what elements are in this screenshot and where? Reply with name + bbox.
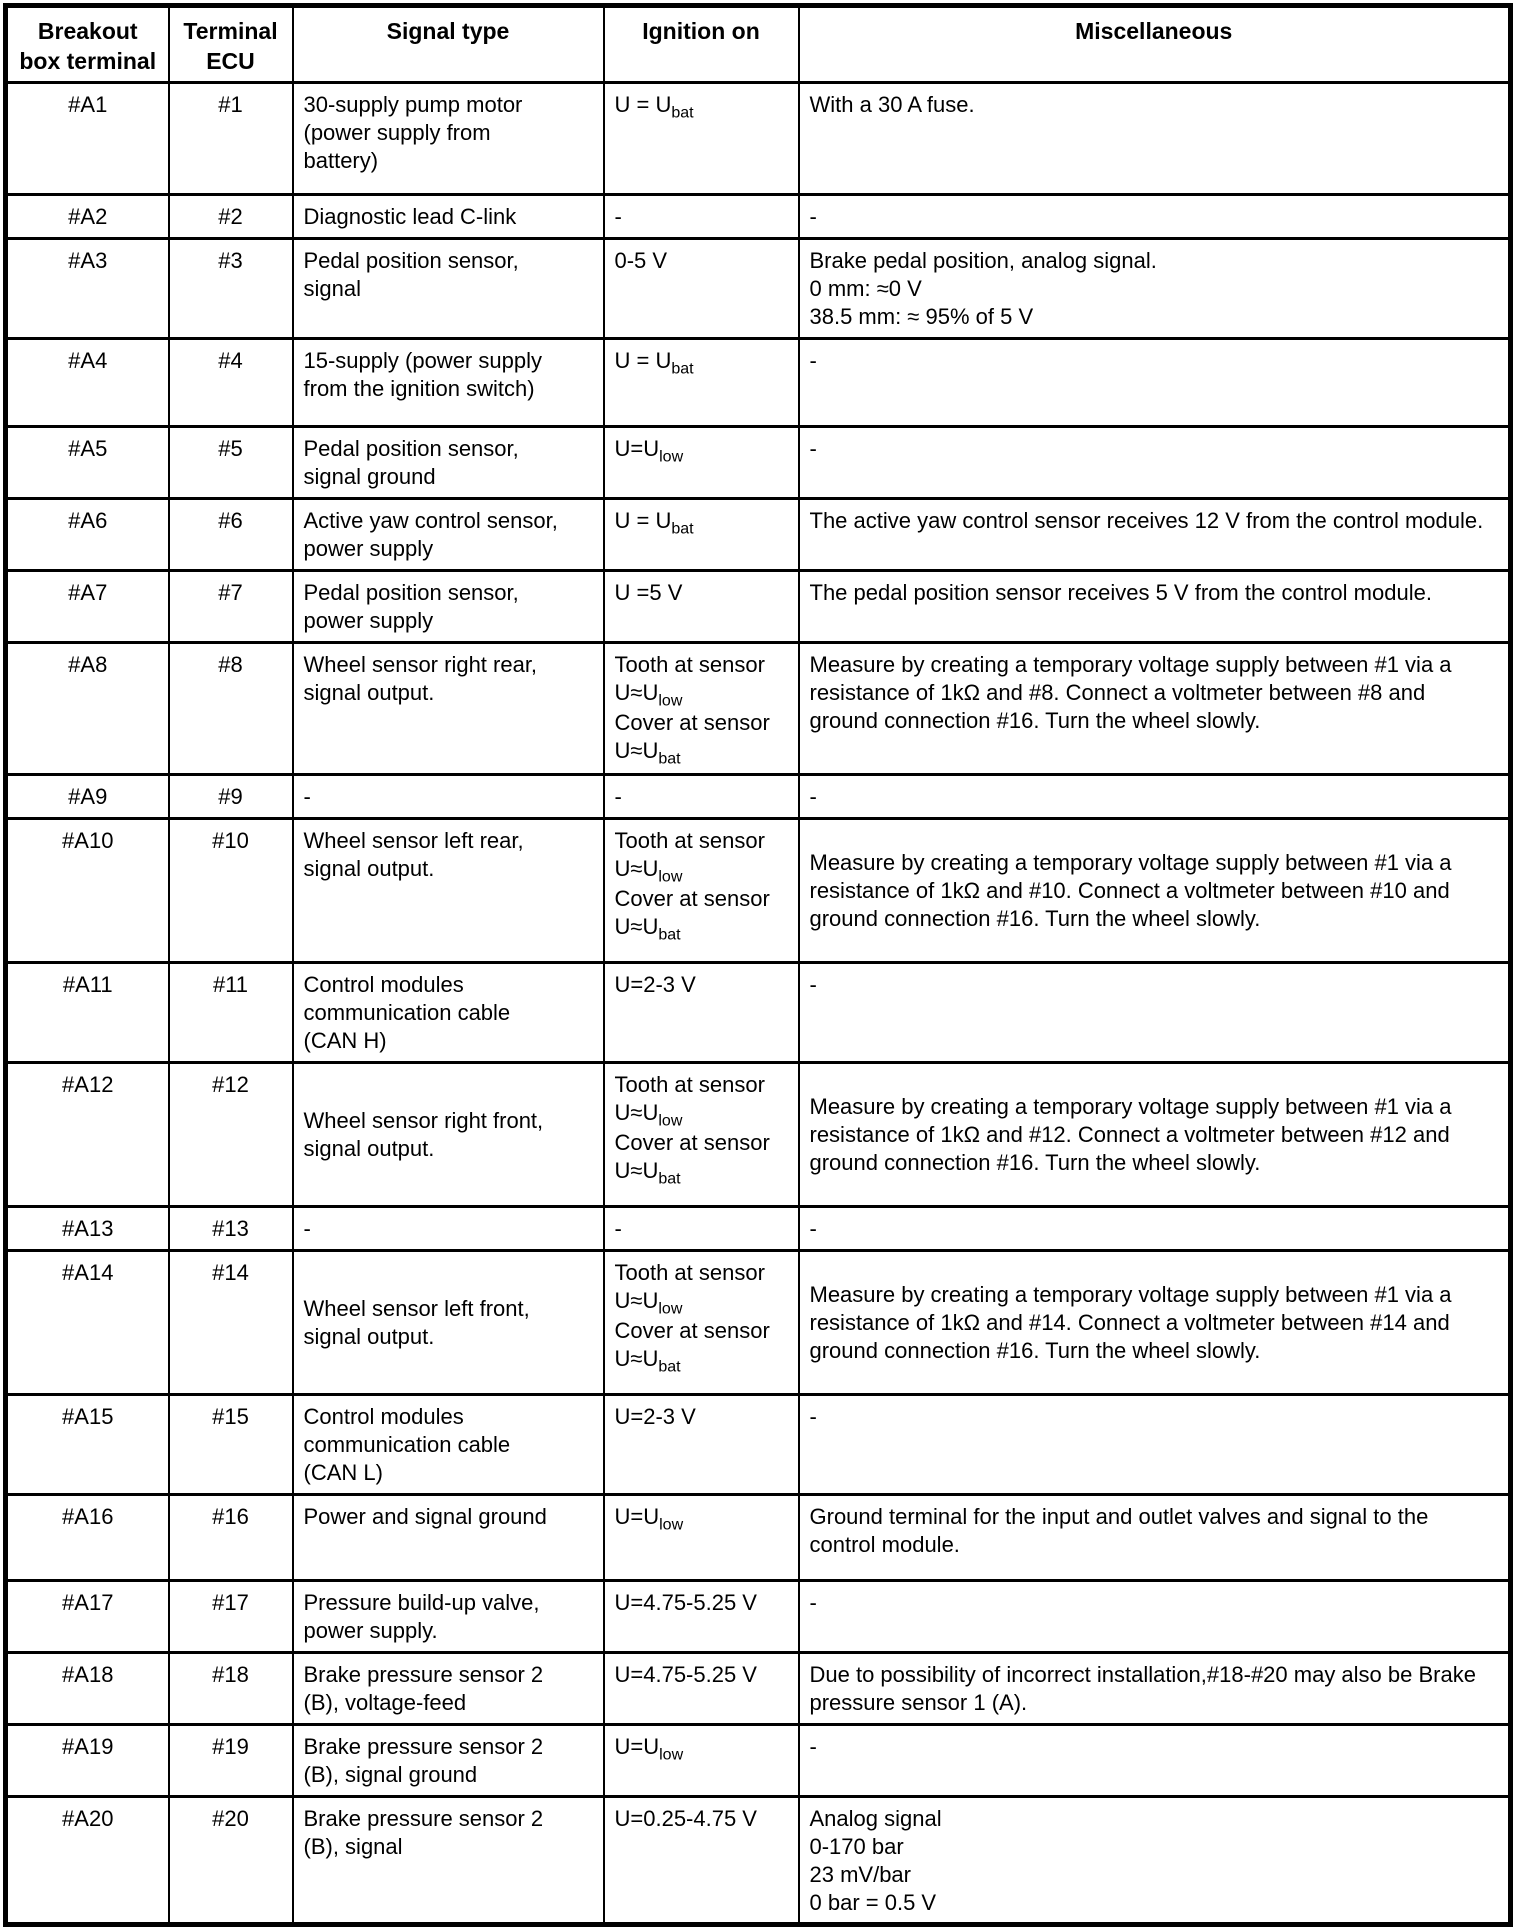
table-row-a4 xyxy=(6,339,1511,427)
cell-terminal-ecu: #15 xyxy=(169,1394,293,1494)
cell-signal-type: Pressure build-up valve, power supply. xyxy=(293,1580,604,1652)
cell-breakout-terminal: #A11 xyxy=(6,962,169,1062)
cell-signal-type: Power and signal ground xyxy=(293,1494,604,1580)
table-row-a20 xyxy=(6,1796,1511,1924)
cell-ignition-on: $U = U_{bat}$ xyxy=(604,499,799,571)
cell-signal-type: Control modules communication cable (CAN H) xyxy=(293,962,604,1062)
cell-signal-type: Wheel sensor left front, signal output. xyxy=(293,1250,604,1394)
cell-ignition-on: - xyxy=(604,1206,799,1250)
cell-signal-type: Pedal position sensor, signal xyxy=(293,239,604,339)
cell-breakout-terminal: #A1 xyxy=(6,83,169,195)
cell-signal-type: 30-supply pump motor (power supply from battery) xyxy=(293,83,604,195)
cell-miscellaneous: Measure by creating a temporary voltage supply between #1 via a resistance of 1kΩ and #8. Connect a voltmeter between #8 and ground connection #16. Turn the wheel slowly. xyxy=(799,643,1511,775)
subscript-text: bat xyxy=(658,1358,681,1376)
subscript-text: bat xyxy=(671,360,694,378)
cell-miscellaneous: - xyxy=(799,427,1511,499)
cell-ignition-on: - xyxy=(604,774,799,818)
cell-terminal-ecu: #8 xyxy=(169,643,293,775)
cell-breakout-terminal: #A7 xyxy=(6,571,169,643)
subscript-text: low xyxy=(658,1300,683,1318)
cell-ignition-on: - xyxy=(604,195,799,239)
cell-signal-type: Pedal position sensor, signal ground xyxy=(293,427,604,499)
table-row-a2 xyxy=(6,195,1511,239)
cell-terminal-ecu: #14 xyxy=(169,1250,293,1394)
subscript-text: bat xyxy=(658,1170,681,1188)
cell-breakout-terminal: #A15 xyxy=(6,1394,169,1494)
cell-miscellaneous: Measure by creating a temporary voltage supply between #1 via a resistance of 1kΩ and #10. Connect a voltmeter between #10 and ground connection #16. Turn the wheel slowly. xyxy=(799,818,1511,962)
cell-miscellaneous: Due to possibility of incorrect installation,#18-#20 may also be Brake pressure sensor 1 (A). xyxy=(799,1652,1511,1724)
cell-breakout-terminal: #A9 xyxy=(6,774,169,818)
cell-terminal-ecu: #20 xyxy=(169,1796,293,1924)
table-row-a9 xyxy=(6,774,1511,818)
cell-breakout-terminal: #A12 xyxy=(6,1062,169,1206)
cell-signal-type: - xyxy=(293,1206,604,1250)
subscript-text: low xyxy=(658,868,683,886)
cell-ignition-on: U=0.25-4.75 V xyxy=(604,1796,799,1924)
table-row-a7 xyxy=(6,571,1511,643)
cell-terminal-ecu: #6 xyxy=(169,499,293,571)
table-row-a1 xyxy=(6,83,1511,195)
column-header-signal-type: Signal type xyxy=(293,6,604,83)
cell-signal-type: - xyxy=(293,774,604,818)
cell-signal-type: Brake pressure sensor 2 (B), voltage-feed xyxy=(293,1652,604,1724)
subscript-text: low xyxy=(659,1746,684,1764)
cell-breakout-terminal: #A10 xyxy=(6,818,169,962)
cell-miscellaneous: - xyxy=(799,962,1511,1062)
cell-breakout-terminal: #A17 xyxy=(6,1580,169,1652)
subscript-text: low xyxy=(659,448,684,466)
cell-terminal-ecu: #12 xyxy=(169,1062,293,1206)
cell-miscellaneous: - xyxy=(799,1206,1511,1250)
column-header-miscellaneous: Miscellaneous xyxy=(799,6,1511,83)
header-row xyxy=(6,6,1511,83)
cell-miscellaneous: Ground terminal for the input and outlet valves and signal to the control module. xyxy=(799,1494,1511,1580)
cell-miscellaneous: The active yaw control sensor receives 12 V from the control module. xyxy=(799,499,1511,571)
cell-miscellaneous: - xyxy=(799,774,1511,818)
cell-miscellaneous: - xyxy=(799,1394,1511,1494)
cell-terminal-ecu: #4 xyxy=(169,339,293,427)
cell-ignition-on: 0-5 V xyxy=(604,239,799,339)
subscript-text: bat xyxy=(658,926,681,944)
cell-terminal-ecu: #18 xyxy=(169,1652,293,1724)
table-row-a8 xyxy=(6,643,1511,775)
cell-breakout-terminal: #A4 xyxy=(6,339,169,427)
cell-miscellaneous: With a 30 A fuse. xyxy=(799,83,1511,195)
cell-miscellaneous: - xyxy=(799,1580,1511,1652)
table-row-a13 xyxy=(6,1206,1511,1250)
subscript-text: low xyxy=(658,1112,683,1130)
cell-signal-type: Brake pressure sensor 2 (B), signal ground xyxy=(293,1724,604,1796)
cell-terminal-ecu: #7 xyxy=(169,571,293,643)
subscript-text: bat xyxy=(658,750,681,768)
cell-miscellaneous: Brake pedal position, analog signal. 0 mm: ≈0 V 38.5 mm: ≈ 95% of 5 V xyxy=(799,239,1511,339)
table-row-a16 xyxy=(6,1494,1511,1580)
cell-ignition-on: $U=U_{low}$ xyxy=(604,1494,799,1580)
table-row-a14 xyxy=(6,1250,1511,1394)
subscript-text: bat xyxy=(671,520,694,538)
cell-terminal-ecu: #11 xyxy=(169,962,293,1062)
cell-signal-type: Wheel sensor left rear, signal output. xyxy=(293,818,604,962)
cell-miscellaneous: Measure by creating a temporary voltage supply between #1 via a resistance of 1kΩ and #12. Connect a voltmeter between #12 and ground connection #16. Turn the wheel slowly. xyxy=(799,1062,1511,1206)
cell-terminal-ecu: #5 xyxy=(169,427,293,499)
subscript-text: bat xyxy=(671,104,694,122)
cell-breakout-terminal: #A6 xyxy=(6,499,169,571)
table-row-a10 xyxy=(6,818,1511,962)
cell-breakout-terminal: #A16 xyxy=(6,1494,169,1580)
table-header xyxy=(6,6,1511,83)
table-row-a15 xyxy=(6,1394,1511,1494)
cell-terminal-ecu: #19 xyxy=(169,1724,293,1796)
terminal-pinout-table xyxy=(3,3,1513,1927)
column-header-terminal-ecu: Terminal ECU xyxy=(169,6,293,83)
cell-ignition-on: Tooth at sensor $U\approx U_{low}$ Cover at sensor $U\approx U_{bat}$ xyxy=(604,1250,799,1394)
cell-miscellaneous: - xyxy=(799,1724,1511,1796)
table-body xyxy=(6,83,1511,1925)
cell-signal-type: Pedal position sensor, power supply xyxy=(293,571,604,643)
cell-ignition-on: U =5 V xyxy=(604,571,799,643)
cell-ignition-on: U=4.75-5.25 V xyxy=(604,1580,799,1652)
cell-terminal-ecu: #1 xyxy=(169,83,293,195)
cell-terminal-ecu: #13 xyxy=(169,1206,293,1250)
table-row-a6 xyxy=(6,499,1511,571)
cell-signal-type: Control modules communication cable (CAN L) xyxy=(293,1394,604,1494)
cell-ignition-on: U=2-3 V xyxy=(604,962,799,1062)
cell-ignition-on: Tooth at sensor $U\approx U_{low}$ Cover at sensor $U\approx U_{bat}$ xyxy=(604,1062,799,1206)
column-header-ignition-on: Ignition on xyxy=(604,6,799,83)
cell-terminal-ecu: #10 xyxy=(169,818,293,962)
cell-terminal-ecu: #3 xyxy=(169,239,293,339)
cell-ignition-on: Tooth at sensor $U\approx U_{low}$ Cover at sensor $U\approx U_{bat}$ xyxy=(604,643,799,775)
cell-breakout-terminal: #A20 xyxy=(6,1796,169,1924)
cell-breakout-terminal: #A2 xyxy=(6,195,169,239)
cell-signal-type: 15-supply (power supply from the ignition switch) xyxy=(293,339,604,427)
table-row-a11 xyxy=(6,962,1511,1062)
cell-terminal-ecu: #17 xyxy=(169,1580,293,1652)
cell-ignition-on: $U=U_{low}$ xyxy=(604,1724,799,1796)
cell-ignition-on: U=4.75-5.25 V xyxy=(604,1652,799,1724)
cell-signal-type: Wheel sensor right rear, signal output. xyxy=(293,643,604,775)
cell-signal-type: Brake pressure sensor 2 (B), signal xyxy=(293,1796,604,1924)
cell-terminal-ecu: #9 xyxy=(169,774,293,818)
cell-signal-type: Wheel sensor right front, signal output. xyxy=(293,1062,604,1206)
cell-breakout-terminal: #A3 xyxy=(6,239,169,339)
cell-breakout-terminal: #A14 xyxy=(6,1250,169,1394)
cell-ignition-on: U=2-3 V xyxy=(604,1394,799,1494)
cell-breakout-terminal: #A13 xyxy=(6,1206,169,1250)
cell-breakout-terminal: #A18 xyxy=(6,1652,169,1724)
cell-breakout-terminal: #A19 xyxy=(6,1724,169,1796)
column-header-breakout-box-terminal: Breakout box terminal xyxy=(6,6,169,83)
cell-miscellaneous: - xyxy=(799,195,1511,239)
cell-miscellaneous: - xyxy=(799,339,1511,427)
cell-terminal-ecu: #2 xyxy=(169,195,293,239)
cell-ignition-on: $U=U_{low}$ xyxy=(604,427,799,499)
cell-ignition-on: $U = U_{bat}$ xyxy=(604,339,799,427)
cell-breakout-terminal: #A8 xyxy=(6,643,169,775)
cell-ignition-on: Tooth at sensor $U\approx U_{low}$ Cover at sensor $U\approx U_{bat}$ xyxy=(604,818,799,962)
cell-terminal-ecu: #16 xyxy=(169,1494,293,1580)
cell-breakout-terminal: #A5 xyxy=(6,427,169,499)
cell-miscellaneous: Measure by creating a temporary voltage supply between #1 via a resistance of 1kΩ and #14. Connect a voltmeter between #14 and ground connection #16. Turn the wheel slowly. xyxy=(799,1250,1511,1394)
table-row-a5 xyxy=(6,427,1511,499)
table-row-a19 xyxy=(6,1724,1511,1796)
cell-signal-type: Active yaw control sensor, power supply xyxy=(293,499,604,571)
subscript-text: low xyxy=(659,1516,684,1534)
table-row-a17 xyxy=(6,1580,1511,1652)
cell-signal-type: Diagnostic lead C-link xyxy=(293,195,604,239)
table-row-a3 xyxy=(6,239,1511,339)
table-row-a12 xyxy=(6,1062,1511,1206)
subscript-text: low xyxy=(658,692,683,710)
cell-miscellaneous: The pedal position sensor receives 5 V from the control module. xyxy=(799,571,1511,643)
table-row-a18 xyxy=(6,1652,1511,1724)
cell-ignition-on: $U = U_{bat}$ xyxy=(604,83,799,195)
cell-miscellaneous: Analog signal 0-170 bar 23 mV/bar 0 bar = 0.5 V xyxy=(799,1796,1511,1924)
